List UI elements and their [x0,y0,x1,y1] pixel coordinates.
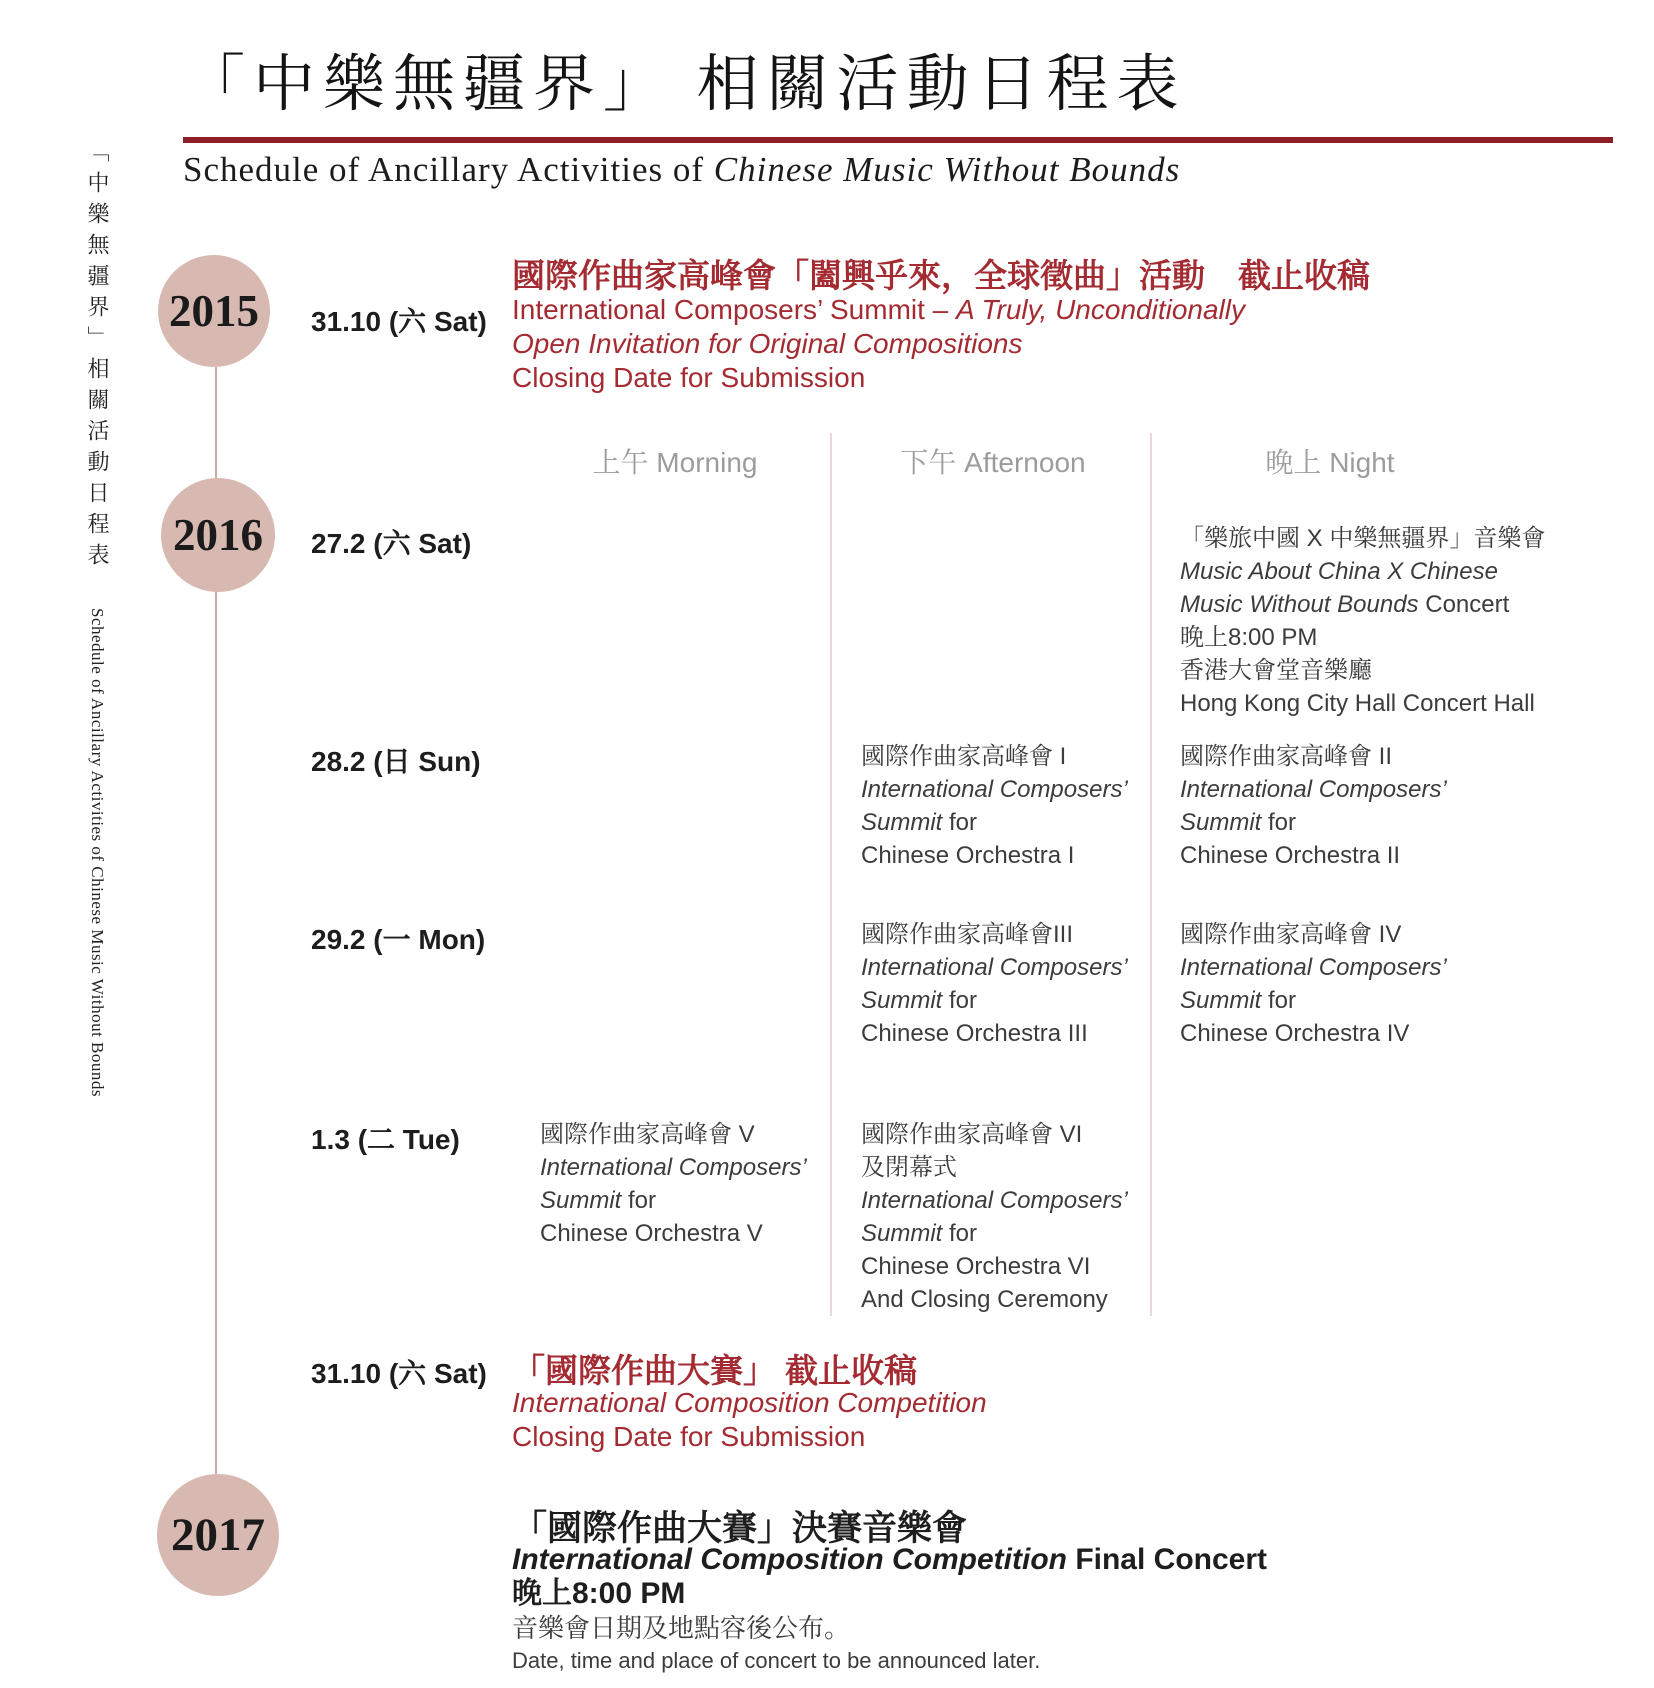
text-segment: Concert [1418,591,1510,618]
text-segment: International Composers’ [1180,954,1447,981]
year-label: 2016 [173,510,263,560]
text-segment: 音樂會日期及地點容後公布。 [512,1613,851,1643]
summit-call-title-cjk: 國際作曲家高峰會「闔興乎來，全球徵曲」活動 截止收稿 [512,257,1370,294]
text-line [512,1611,1267,1645]
text-segment: Summit [861,1220,943,1247]
text-segment: Chinese Orchestra VI [861,1253,1091,1280]
text-line [861,951,1146,984]
text-line [1180,522,1546,555]
text-segment: Chinese Orchestra I [861,842,1075,869]
text-line [861,1283,1146,1316]
column-header-morning: 上午 Morning [592,447,758,478]
subtitle-work-title: Chinese Music Without Bounds [713,150,1181,189]
competition-deadline-title-cjk: 「國際作曲大賽」 截止收稿 [512,1352,918,1389]
text-segment: Summit [1180,987,1262,1014]
text-segment: Summit [1180,809,1262,836]
text-segment: Music About China X Chinese [1180,558,1498,585]
text-line [540,1118,830,1151]
cell-afternoon [861,918,1146,1050]
text-line [861,918,1146,951]
text-line [1180,806,1500,839]
text-line [861,806,1146,839]
date-label: 31.10 (六 Sat) [311,306,487,337]
text-segment: 及閉幕式 [861,1154,957,1181]
text-line [861,1250,1146,1283]
text-line [1180,918,1500,951]
text-line [1180,773,1500,806]
cell-afternoon [861,1118,1146,1316]
text-segment: for [1261,987,1297,1014]
text-segment: 晚上8:00 PM [1180,624,1318,651]
text-line [540,1151,830,1184]
text-segment: for [942,1220,978,1247]
text-segment: 國際作曲家高峰會 I [861,743,1067,770]
competition-deadline-lines [512,1386,987,1454]
text-segment: 國際作曲家高峰會 II [1180,743,1393,770]
text-segment: for [621,1187,657,1214]
column-header-afternoon: 下午 Afternoon [900,447,1086,478]
text-segment: International Composition Competition [512,1543,1067,1576]
text-line [1180,1017,1500,1050]
text-line [512,1543,1267,1577]
text-segment: Chinese Orchestra II [1180,842,1401,869]
cell-night [1180,918,1500,1050]
text-segment: Summit [861,809,943,836]
text-segment: A Truly, Unconditionally [956,294,1245,325]
text-segment: International Composers’ [861,954,1128,981]
cell-afternoon [861,740,1146,872]
date-label: 1.3 (二 Tue) [311,1124,460,1155]
cell-night [1180,522,1546,720]
text-segment: International Composition Competition [512,1387,987,1418]
text-line [861,984,1146,1017]
text-line [1180,984,1500,1017]
text-segment: Summit [861,987,943,1014]
text-segment: International Composers’ [861,776,1128,803]
text-segment: 國際作曲家高峰會III [861,921,1074,948]
text-segment: 「樂旅中國 X 中樂無疆界」音樂會 [1180,525,1546,552]
text-line [861,839,1146,872]
column-header-night: 晚上 Night [1265,447,1395,478]
text-line [861,1017,1146,1050]
date-label: 31.10 (六 Sat) [311,1358,487,1389]
text-line [861,1184,1146,1217]
text-line [512,1386,987,1420]
text-segment: Open Invitation for Original Compositions [512,328,1023,359]
text-line [540,1217,830,1250]
text-segment: Date, time and place of concert to be announced later. [512,1648,1041,1673]
sidebar-title-cjk: 「中樂無疆界」相關活動日程表 [85,140,110,574]
year-label: 2015 [169,286,259,336]
text-segment: 香港大會堂音樂廳 [1180,657,1372,684]
text-segment: And Closing Ceremony [861,1286,1108,1313]
page-title: 「中樂無疆界」 相關活動日程表 [183,51,1187,119]
text-line [512,1645,1267,1677]
final-concert-title-cjk: 「國際作曲大賽」決賽音樂會 [512,1509,968,1548]
sidebar-title-en: Schedule of Ancillary Activities of Chinese Music Without Bounds [88,608,107,1098]
subtitle-prefix: Schedule of Ancillary Activities of [183,150,714,189]
text-segment: International Composers’ Summit – [512,294,957,325]
text-line [1180,588,1510,621]
text-segment: for [942,987,978,1014]
date-label: 28.2 (日 Sun) [311,746,481,777]
text-segment: International Composers’ [1180,776,1447,803]
text-segment: Chinese Orchestra V [540,1220,763,1247]
text-segment: Chinese Orchestra III [861,1020,1088,1047]
text-line [861,740,1146,773]
year-label: 2017 [171,1509,265,1561]
text-line [1180,687,1535,720]
text-line [540,1184,830,1217]
text-line [861,1151,1146,1184]
text-line [1180,621,1500,654]
final-concert-lines [512,1543,1267,1677]
text-segment: Music Without Bounds [1180,591,1419,618]
text-line [1180,740,1500,773]
text-segment: Summit [540,1187,622,1214]
text-segment: 國際作曲家高峰會 IV [1180,921,1402,948]
text-segment: International Composers’ [540,1154,807,1181]
text-line [512,1577,1267,1611]
text-line [512,1420,987,1454]
text-segment: Closing Date for Submission [512,362,866,393]
cell-morning [540,1118,830,1250]
text-line [1180,555,1500,588]
text-segment: Hong Kong City Hall Concert Hall [1180,690,1535,717]
text-segment: International Composers’ [861,1187,1128,1214]
text-segment: 國際作曲家高峰會 VI [861,1121,1083,1148]
date-label: 29.2 (一 Mon) [311,924,486,955]
text-line [1180,839,1500,872]
text-segment: Closing Date for Submission [512,1421,866,1452]
text-line [861,773,1146,806]
text-segment: for [1261,809,1297,836]
text-segment: for [942,809,978,836]
text-line [1180,951,1500,984]
text-line [861,1118,1146,1151]
cell-night [1180,740,1500,872]
text-segment: 國際作曲家高峰會 V [540,1121,755,1148]
text-line [1180,654,1500,687]
text-segment: 晚上8:00 PM [512,1577,686,1610]
date-label: 27.2 (六 Sat) [311,528,472,559]
text-line [861,1217,1146,1250]
text-segment: Chinese Orchestra IV [1180,1020,1410,1047]
text-segment: Final Concert [1066,1543,1268,1576]
